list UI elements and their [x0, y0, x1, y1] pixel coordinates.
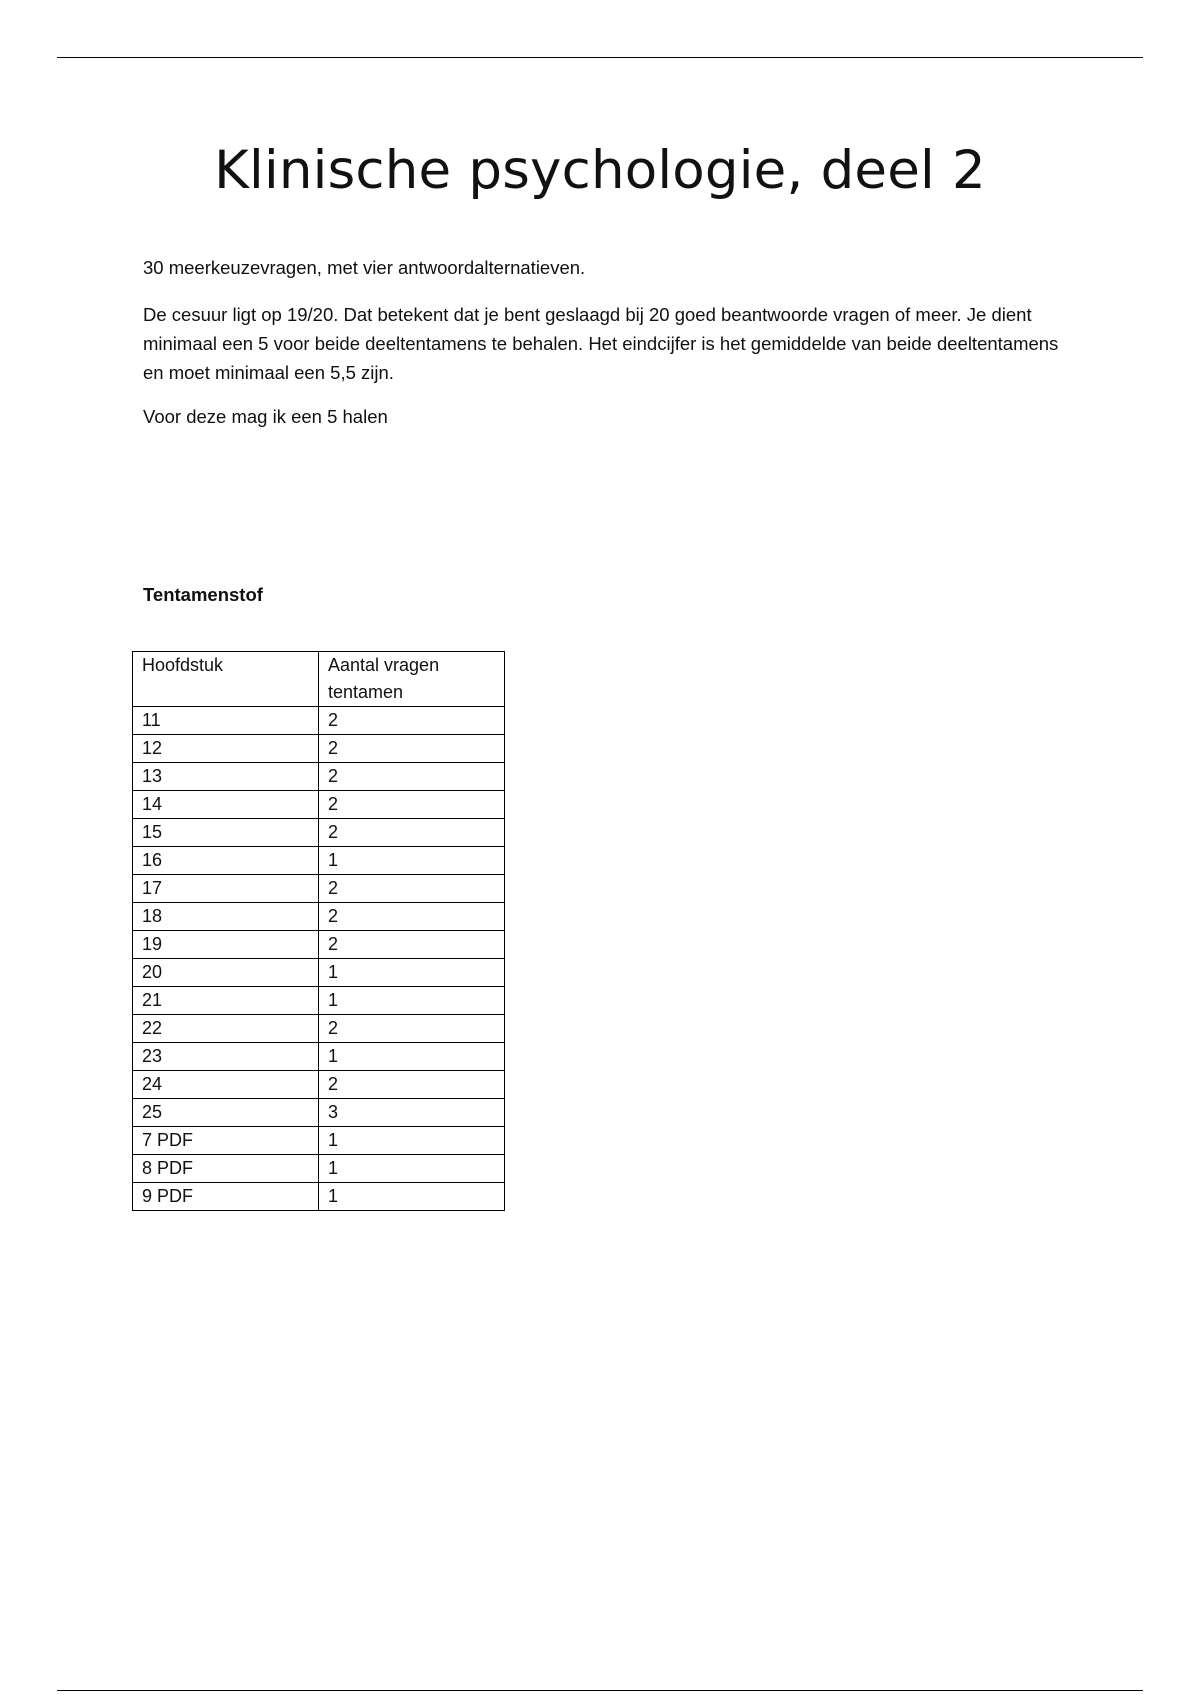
table-row	[133, 1099, 505, 1127]
table-row	[133, 959, 505, 987]
table-row	[133, 1043, 505, 1071]
cell-hoofdstuk: 22	[133, 1015, 319, 1043]
cell-hoofdstuk: 25	[133, 1099, 319, 1127]
page-title: Klinische psychologie, deel 2	[214, 140, 986, 201]
cell-aantal-vragen: 2	[319, 931, 505, 959]
paragraph-personal-note: Voor deze mag ik een 5 halen	[143, 406, 388, 427]
cell-hoofdstuk: 17	[133, 875, 319, 903]
cell-hoofdstuk: 8 PDF	[133, 1155, 319, 1183]
cell-aantal-vragen: 2	[319, 707, 505, 735]
cell-hoofdstuk: 20	[133, 959, 319, 987]
table-body	[133, 707, 505, 1211]
cell-aantal-vragen: 2	[319, 791, 505, 819]
cell-aantal-vragen: 1	[319, 1155, 505, 1183]
cell-aantal-vragen: 2	[319, 763, 505, 791]
column-header-hoofdstuk: Hoofdstuk	[133, 652, 319, 707]
cell-hoofdstuk: 16	[133, 847, 319, 875]
table-row	[133, 791, 505, 819]
cell-aantal-vragen: 1	[319, 1183, 505, 1211]
cell-aantal-vragen: 1	[319, 959, 505, 987]
table-row	[133, 847, 505, 875]
cell-aantal-vragen: 2	[319, 1015, 505, 1043]
table-row	[133, 1127, 505, 1155]
table-row	[133, 875, 505, 903]
cell-aantal-vragen: 2	[319, 1071, 505, 1099]
cell-hoofdstuk: 7 PDF	[133, 1127, 319, 1155]
cell-hoofdstuk: 24	[133, 1071, 319, 1099]
paragraph-passing-rules: De cesuur ligt op 19/20. Dat betekent dat je bent geslaagd bij 20 goed beantwoorde vragen of meer. Je dient minimaal een 5 voor beide deeltentamens te behalen. Het eindcijfer is het gemiddelde van beide deeltentamens en moet minimaal een 5,5 zijn.	[143, 304, 1059, 383]
table-row	[133, 1183, 505, 1211]
cell-hoofdstuk: 21	[133, 987, 319, 1015]
cell-aantal-vragen: 2	[319, 735, 505, 763]
column-header-aantal-vragen: Aantal vragen tentamen	[319, 652, 505, 707]
cell-aantal-vragen: 2	[319, 903, 505, 931]
cell-hoofdstuk: 14	[133, 791, 319, 819]
cell-aantal-vragen: 2	[319, 819, 505, 847]
table-row	[133, 819, 505, 847]
cell-hoofdstuk: 15	[133, 819, 319, 847]
cell-hoofdstuk: 19	[133, 931, 319, 959]
cell-hoofdstuk: 11	[133, 707, 319, 735]
table-row	[133, 1155, 505, 1183]
table-row	[133, 763, 505, 791]
cell-aantal-vragen: 1	[319, 1043, 505, 1071]
table-row	[133, 903, 505, 931]
cell-hoofdstuk: 9 PDF	[133, 1183, 319, 1211]
table-header-row	[133, 652, 505, 707]
table-row	[133, 1071, 505, 1099]
cell-hoofdstuk: 12	[133, 735, 319, 763]
table-row	[133, 987, 505, 1015]
cell-aantal-vragen: 3	[319, 1099, 505, 1127]
table-row	[133, 931, 505, 959]
cell-hoofdstuk: 13	[133, 763, 319, 791]
cell-hoofdstuk: 18	[133, 903, 319, 931]
cell-aantal-vragen: 1	[319, 1127, 505, 1155]
paragraph-question-format: 30 meerkeuzevragen, met vier antwoordalternatieven.	[143, 257, 586, 278]
top-rule	[57, 57, 1143, 58]
table-row	[133, 735, 505, 763]
table-row	[133, 1015, 505, 1043]
table-row	[133, 707, 505, 735]
bottom-rule	[57, 1690, 1143, 1691]
cell-aantal-vragen: 1	[319, 847, 505, 875]
cell-aantal-vragen: 2	[319, 875, 505, 903]
cell-hoofdstuk: 23	[133, 1043, 319, 1071]
exam-material-table	[132, 651, 505, 1211]
section-heading-tentamenstof: Tentamenstof	[143, 584, 263, 605]
cell-aantal-vragen: 1	[319, 987, 505, 1015]
